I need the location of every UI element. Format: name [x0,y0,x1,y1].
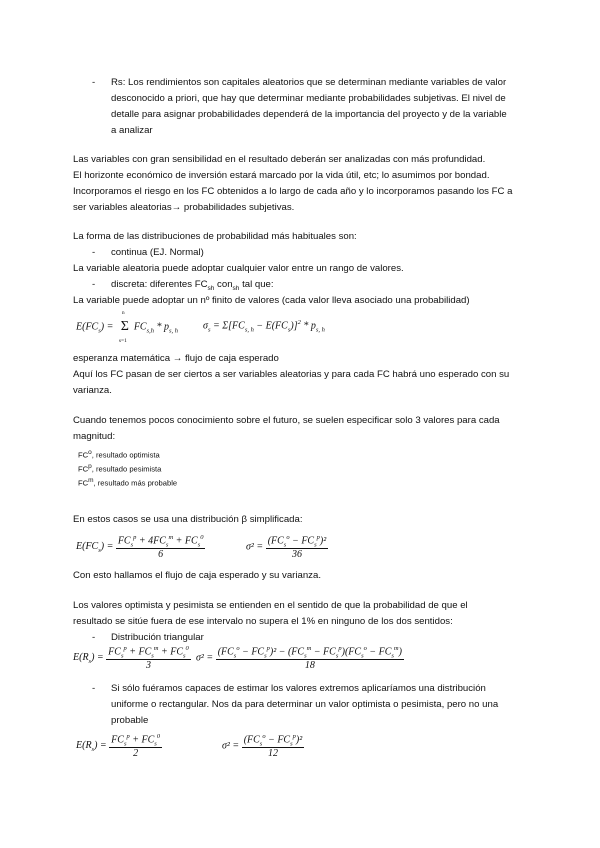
text-line: Aquí los FC pasan de ser ciertos a ser variables aleatorias y para cada FC habrá uno esperado con su [73,369,510,380]
text-line: En estos casos se usa una distribución β simplificada: [73,514,303,525]
text-line: Incorporamos el riesgo en los FC obtenidos a lo largo de cada año y lo incorporamos pasando los FC a [73,186,513,197]
text-line: Con esto hallamos el flujo de caja esperado y su varianza. [73,570,321,581]
text-line: discreta: diferentes $FC_{sh}$ con$_{sh}$ tal que: [111,279,274,292]
text-line: resultado se sitúe fuera de ese intervalo no supera el 1% en ninguno de los dos sentidos: [73,616,453,627]
text-line: Los valores optimista y pesimista se entienden en el sentido de que la probabilidad de que el [73,600,468,611]
text-line: El horizonte económico de inversión estará marcado por la vida útil, etc; lo asumimos por bondad. [73,170,490,181]
text-line: Distribución triangular [111,632,204,643]
formula-variance-discrete: $\sigma_s = \Sigma[FC_{s, h} - E(FC_s)]^2 * p_{s, h}$ [203,319,325,334]
text-line: La forma de las distribuciones de probabilidad más habituales son: [73,231,357,242]
text-line: Rs: Los rendimientos son capitales aleatorios que se determinan mediante variables de valor [111,77,507,88]
bullet-dash: - [92,683,96,694]
text-line: La variable puede adoptar un nº finito de valores (cada valor lleva asociado una probabilidad) [73,295,470,306]
text-line: desconocido a priori, que hay que determinar mediante probabilidades subjetivas. El nivel de [111,93,506,104]
formula-triangular-expectation: $E(R_s)$ = $\frac{FC_s^p + FC_s^m + FC_s^0}{3}$ [73,645,189,672]
formula-beta-variance: σ² = $\frac{(FC_s^o - FC_s^p)^2}{36}$ [246,534,327,561]
formula-uniform-variance: σ² = $\frac{(FC_s^o - FC_s^p)^2}{12}$ [222,733,303,760]
text-line: uniforme o rectangular. Nos da para determinar un valor optimista o pesimista, pero no una [111,699,499,710]
text-line: probable [111,715,149,726]
text-line: a analizar [111,125,153,136]
bullet-dash: - [92,632,96,643]
text-line: Cuando tenemos pocos conocimiento sobre el futuro, se suelen especificar solo 3 valores para cada [73,415,500,426]
bullet-dash: - [92,247,96,258]
text-line: esperanza matemática → flujo de caja esperado [73,353,279,364]
text-line: Si sólo fuéramos capaces de estimar los valores extremos aplicaríamos una distribución [111,683,486,694]
formula-uniform-expectation: $E(R_s)$ = $\frac{FC_s^p + FC_s^0}{2}$ [76,733,161,760]
text-line: varianza. [73,385,112,396]
list-item-optimistic: $FC^o$, resultado optimista [78,449,160,460]
list-item-pessimistic: $FC^p$, resultado pesimista [78,463,162,474]
bullet-dash: - [92,77,96,88]
text-line: ser variables aleatorias→ probabilidades subjetivas. [73,202,295,213]
formula-triangular-variance: σ² = $\frac{(FC_s^o - FC_s^p)^2 - (FC_s^m - FC_s^p)(FC_s^o - FC_s^m)}{18}$ [196,645,402,672]
text-line: La variable aleatoria puede adoptar cualquier valor entre un rango de valores. [73,263,404,274]
formula-beta-expectation: $E(FC_s)$ = $\frac{FC_s^p + 4FC_s^m + FC_s^0}{6}$ [76,534,204,561]
bullet-dash: - [92,279,96,290]
formula-expectation-discrete: $E(FC_s)$ = n Σ s=1 $FC_{s,h} * p_{s, h}$ [76,310,179,344]
text-line: detalle para asignar probabilidades dependerá de la importancia del proyecto y de la variable [111,109,507,120]
text-line: magnitud: [73,431,116,442]
text-line: Las variables con gran sensibilidad en el resultado deberán ser analizadas con más profundidad. [73,154,486,165]
list-item-most-probable: $FC^m$, resultado más probable [78,477,178,488]
text-line: continua (EJ. Normal) [111,247,204,258]
